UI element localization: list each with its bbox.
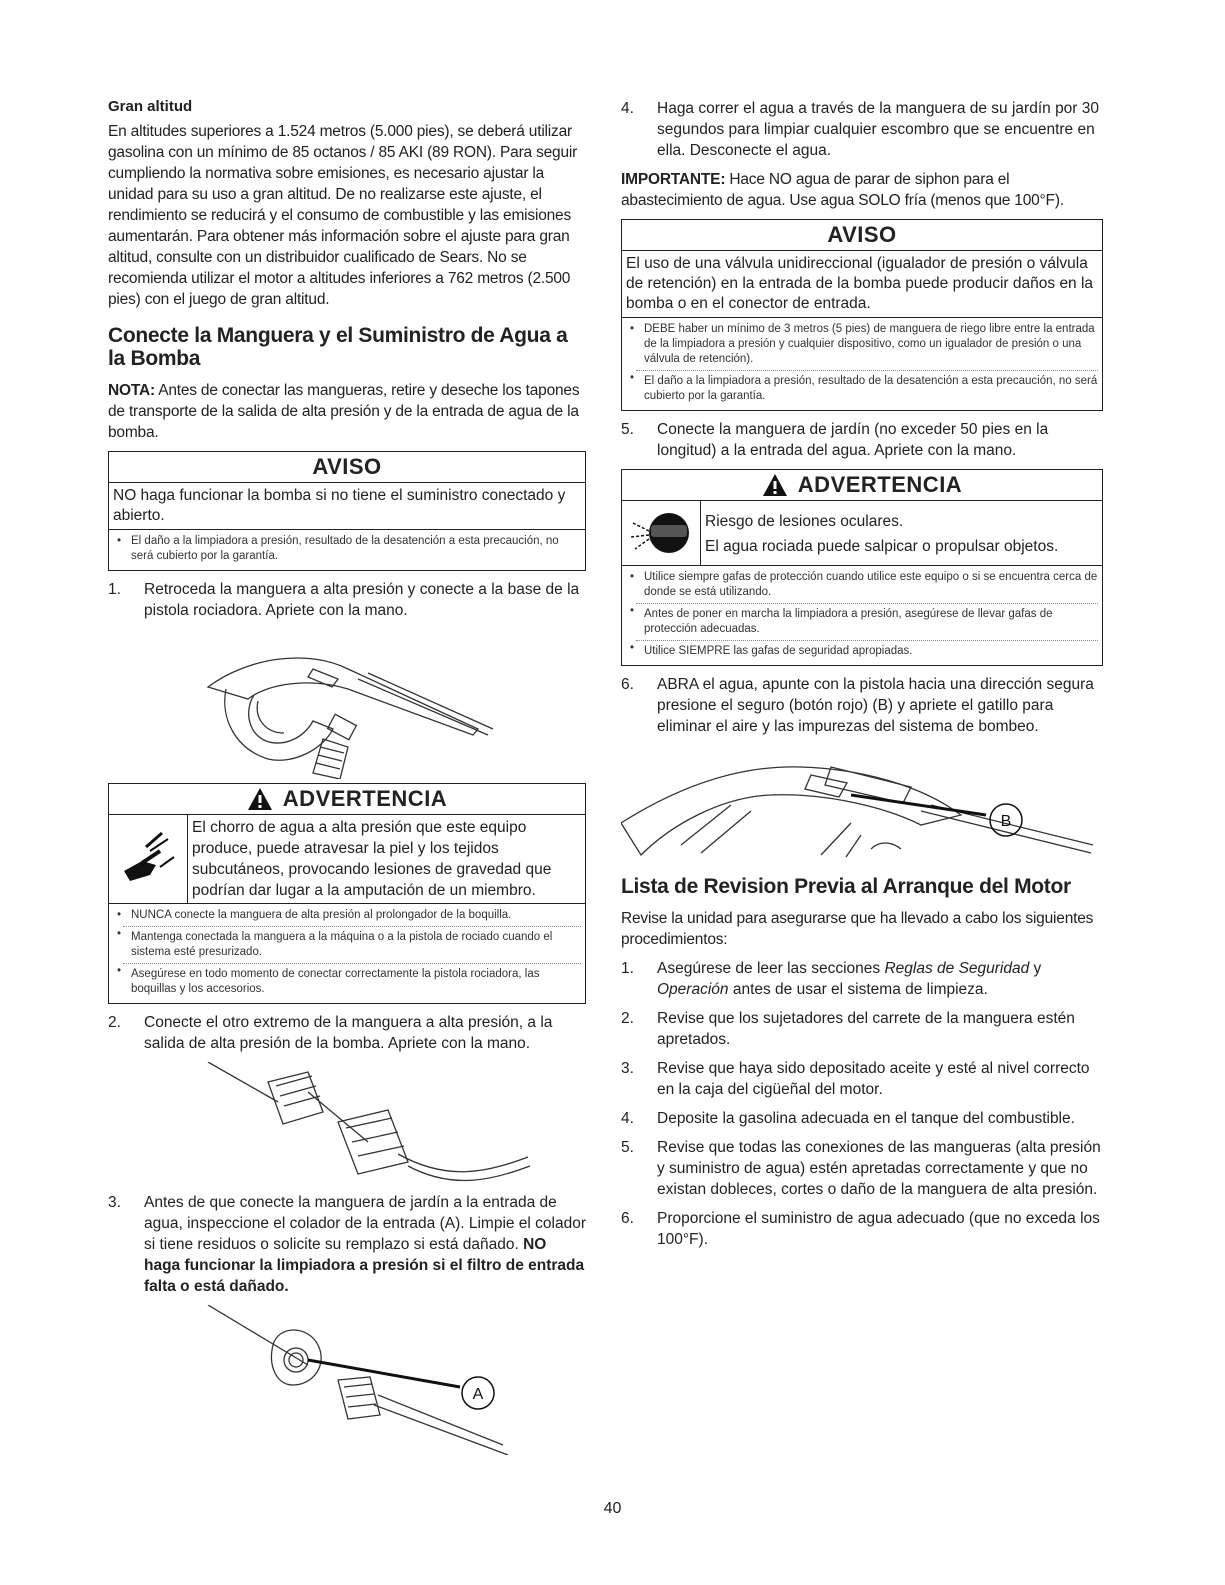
checklist-1-ref-operacion: Operación [657, 981, 729, 998]
advertencia-bullet: • Mantenga conectada la manguera a la máquina o a la pistola de rociado cuando el sistema esté presurizado. [123, 926, 581, 960]
importante-label: IMPORTANTE: [621, 171, 726, 188]
hand-spray-icon [116, 827, 180, 891]
aviso-bullets [622, 318, 1102, 410]
aviso-bullet: • El daño a la limpiadora a presión, resultado de la desatención a esta precaución, no será cubierto por la garantía. [636, 370, 1098, 404]
aviso-title: AVISO [622, 220, 1102, 251]
advertencia-bullets [622, 566, 1102, 665]
step-number: 2. [108, 1014, 121, 1031]
aviso-bullet: • El daño a la limpiadora a presión, resultado de la desatención a esta precaución, no será cubierto por la garantía. [123, 534, 581, 564]
advertencia-title: ADVERTENCIA [282, 786, 448, 811]
step-number: 3. [621, 1060, 634, 1077]
step-number: 1. [108, 581, 121, 598]
spray-gun-illustration [108, 629, 586, 779]
advertencia-bullet: • Antes de poner en marcha la limpiadora a presión, asegúrese de llevar gafas de protección adecuadas. [636, 603, 1098, 637]
advertencia-lead-line1: Riesgo de lesiones oculares. [705, 513, 904, 530]
hose-outlet-drawing [108, 1062, 586, 1192]
step-number: 1. [621, 960, 634, 977]
step-3-text: Antes de que conecte la manguera de jardín a la entrada de agua, inspeccione el colador de la entrada (A). Limpie el colador si tiene residuos o solicite su remplazo si está dañado. [144, 1194, 587, 1253]
checklist-item-1 [621, 958, 1103, 1000]
step-text: Deposite la gasolina adecuada en el tanque del combustible. [657, 1110, 1075, 1127]
importante-paragraph [621, 169, 1103, 211]
advertencia-content-row [109, 815, 585, 904]
gran-altitud-heading: Gran altitud [108, 98, 193, 115]
callout-b-label: B [1000, 813, 1012, 830]
step-text: Haga correr el agua a través de la manguera de su jardín por 30 segundos para limpiar cualquier escombro que se encuentre en ella. Desconecte el agua. [657, 100, 1100, 159]
checklist-item-4 [621, 1108, 1103, 1129]
advertencia-bullet: • Utilice SIEMPRE las gafas de seguridad apropiadas. [636, 640, 1098, 659]
step-number: 4. [621, 100, 634, 117]
step-number: 3. [108, 1194, 121, 1211]
importante-text: Hace NO agua de parar de siphon para el abastecimiento de agua. Use agua SOLO fría (menos que 100°F). [621, 171, 1064, 209]
nota-text: Antes de conectar las mangueras, retire y deseche los tapones de transporte de la salida de alta presión y de la entrada de agua de la bomba. [108, 382, 580, 441]
checklist-1-a: Asegúrese de leer las secciones [657, 960, 885, 977]
step-number: 5. [621, 421, 634, 438]
step-text: Conecte la manguera de jardín (no exceder 50 pies en la longitud) a la entrada del agua. Apriete con la mano. [657, 421, 1049, 459]
left-column [108, 98, 586, 1455]
nota-label: NOTA: [108, 382, 155, 399]
step-text: Conecte el otro extremo de la manguera a alta presión, a la salida de alta presión de la bomba. Apriete con la mano. [144, 1014, 553, 1052]
advertencia-box-eyes [621, 469, 1103, 666]
step-text [144, 1192, 586, 1297]
goggles-head-icon [629, 503, 693, 563]
step-text: ABRA el agua, apunte con la pistola hacia una dirección segura presione el seguro (botón rojo) (B) y apriete el gatillo para eliminar el aire y las impurezas del sistema de bombeo. [657, 676, 1094, 735]
right-column [621, 98, 1103, 1258]
checklist-item-3 [621, 1058, 1103, 1100]
step-number: 6. [621, 1210, 634, 1227]
advertencia-lead: El chorro de agua a alta presión que este equipo produce, puede atravesar la piel y los tejidos subcutáneos, provocando lesiones de gravedad que podrían dar lugar a la amputación de un miembro. [192, 819, 552, 899]
spray-gun-drawing [108, 629, 586, 779]
checklist [621, 958, 1103, 1250]
aviso-lead: NO haga funcionar la bomba si no tiene el suministro conectado y abierto. [109, 483, 585, 530]
step-text [657, 958, 1103, 1000]
step-text: Revise que todas las conexiones de las mangueras (alta presión y suministro de agua) estén apretadas correctamente y que no existan dobleces, cortes o daño de la manguera de alta presión. [657, 1139, 1101, 1198]
eye-hazard-icon [622, 501, 701, 565]
step-4 [621, 98, 1103, 161]
spray-gun-safety-illustration [621, 745, 1103, 865]
step-text: Proporcione el suministro de agua adecuado (que no exceda los 100°F). [657, 1210, 1100, 1248]
aviso-lead: El uso de una válvula unidireccional (igualador de presión o válvula de retención) en la entrada de la bomba puede producir daños en la bomba o en el conector de entrada. [622, 251, 1102, 318]
advertencia-bullet: • Asegúrese en todo momento de conectar correctamente la pistola rociadora, las boquillas y los accesorios. [123, 963, 581, 997]
inlet-strainer-illustration [108, 1305, 586, 1455]
checklist-1-b: y [1029, 960, 1042, 977]
step-2 [108, 1012, 586, 1054]
step-text: Revise que los sujetadores del carrete de la manguera estén apretados. [657, 1010, 1075, 1048]
advertencia-title-row [109, 784, 585, 815]
warning-triangle-icon [762, 473, 788, 497]
step-number: 4. [621, 1110, 634, 1127]
checklist-item-2 [621, 1008, 1103, 1050]
lista-intro: Revise la unidad para asegurarse que ha llevado a cabo los siguientes procedimientos: [621, 910, 1094, 948]
spray-gun-safety-drawing [621, 745, 1103, 865]
aviso-title: AVISO [109, 452, 585, 483]
step-1 [108, 579, 586, 621]
advertencia-title: ADVERTENCIA [797, 472, 963, 497]
step-3-bold-warning: NO haga funcionar la limpiadora a presión si el filtro de entrada falta o está dañado. [144, 1236, 585, 1295]
hose-outlet-illustration [108, 1062, 586, 1192]
callout-a-label: A [472, 1386, 484, 1403]
step-number: 6. [621, 676, 634, 693]
step-5 [621, 419, 1103, 461]
page-number: 40 [603, 1500, 622, 1517]
step-3 [108, 1192, 586, 1297]
checklist-1-ref-reglas: Reglas de Seguridad [884, 960, 1030, 977]
checklist-item-5 [621, 1137, 1103, 1200]
step-text: Revise que haya sido depositado aceite y esté al nivel correcto en la caja del cigüeñal del motor. [657, 1060, 1090, 1098]
section-title-conecte: Conecte la Manguera y el Suministro de Agua a la Bomba [108, 324, 568, 370]
advertencia-title-row [622, 470, 1102, 501]
advertencia-bullets [109, 904, 585, 1003]
aviso-bullets [109, 530, 585, 570]
nota-paragraph [108, 380, 586, 443]
inlet-strainer-drawing [108, 1305, 586, 1455]
warning-triangle-icon [247, 787, 273, 811]
section-title-lista: Lista de Revision Previa al Arranque del Motor [621, 875, 1071, 898]
checklist-1-c: antes de usar el sistema de limpieza. [728, 981, 988, 998]
step-text: Retroceda la manguera a alta presión y conecte a la base de la pistola rociadora. Apriete con la mano. [144, 581, 580, 619]
advertencia-bullet: • NUNCA conecte la manguera de alta presión al prolongador de la boquilla. [123, 908, 581, 923]
aviso-bullet: • DEBE haber un mínimo de 3 metros (5 pies) de manguera de riego libre entre la entrada de la limpiadora a presión y cualquier dispositivo, como un igualador de presión o una válvula de retención). [636, 322, 1098, 367]
gran-altitud-paragraph: En altitudes superiores a 1.524 metros (5.000 pies), se deberá utilizar gasolina con un mínimo de 85 octanos / 85 AKI (89 RON). Para seguir cumpliendo la normativa sobre emisiones, es necesario ajustar la unidad para su uso a gran altitud. De no realizarse este ajuste, el rendimiento se reducirá y el consumo de combustible y las emisiones aumentarán. Para obtener más información sobre el ajuste para gran altitud, consulte con un distribuidor cualificado de Sears. No se recomienda utilizar el motor a altitudes inferiores a 762 metros (2.500 pies) con el juego de gran altitud. [108, 123, 578, 308]
advertencia-lead-line2: El agua rociada puede salpicar o propulsar objetos. [705, 538, 1059, 555]
aviso-box-pump [108, 451, 586, 571]
advertencia-bullet: • Utilice siempre gafas de protección cuando utilice este equipo o si se encuentra cerca de donde se está utilizando. [636, 570, 1098, 600]
advertencia-content-row [622, 501, 1102, 566]
step-6 [621, 674, 1103, 737]
checklist-item-6 [621, 1208, 1103, 1250]
injection-hazard-icon [109, 815, 188, 903]
advertencia-lead [701, 501, 1102, 565]
aviso-box-valve [621, 219, 1103, 411]
step-number: 5. [621, 1139, 634, 1156]
step-number: 2. [621, 1010, 634, 1027]
advertencia-box-injection [108, 783, 586, 1004]
